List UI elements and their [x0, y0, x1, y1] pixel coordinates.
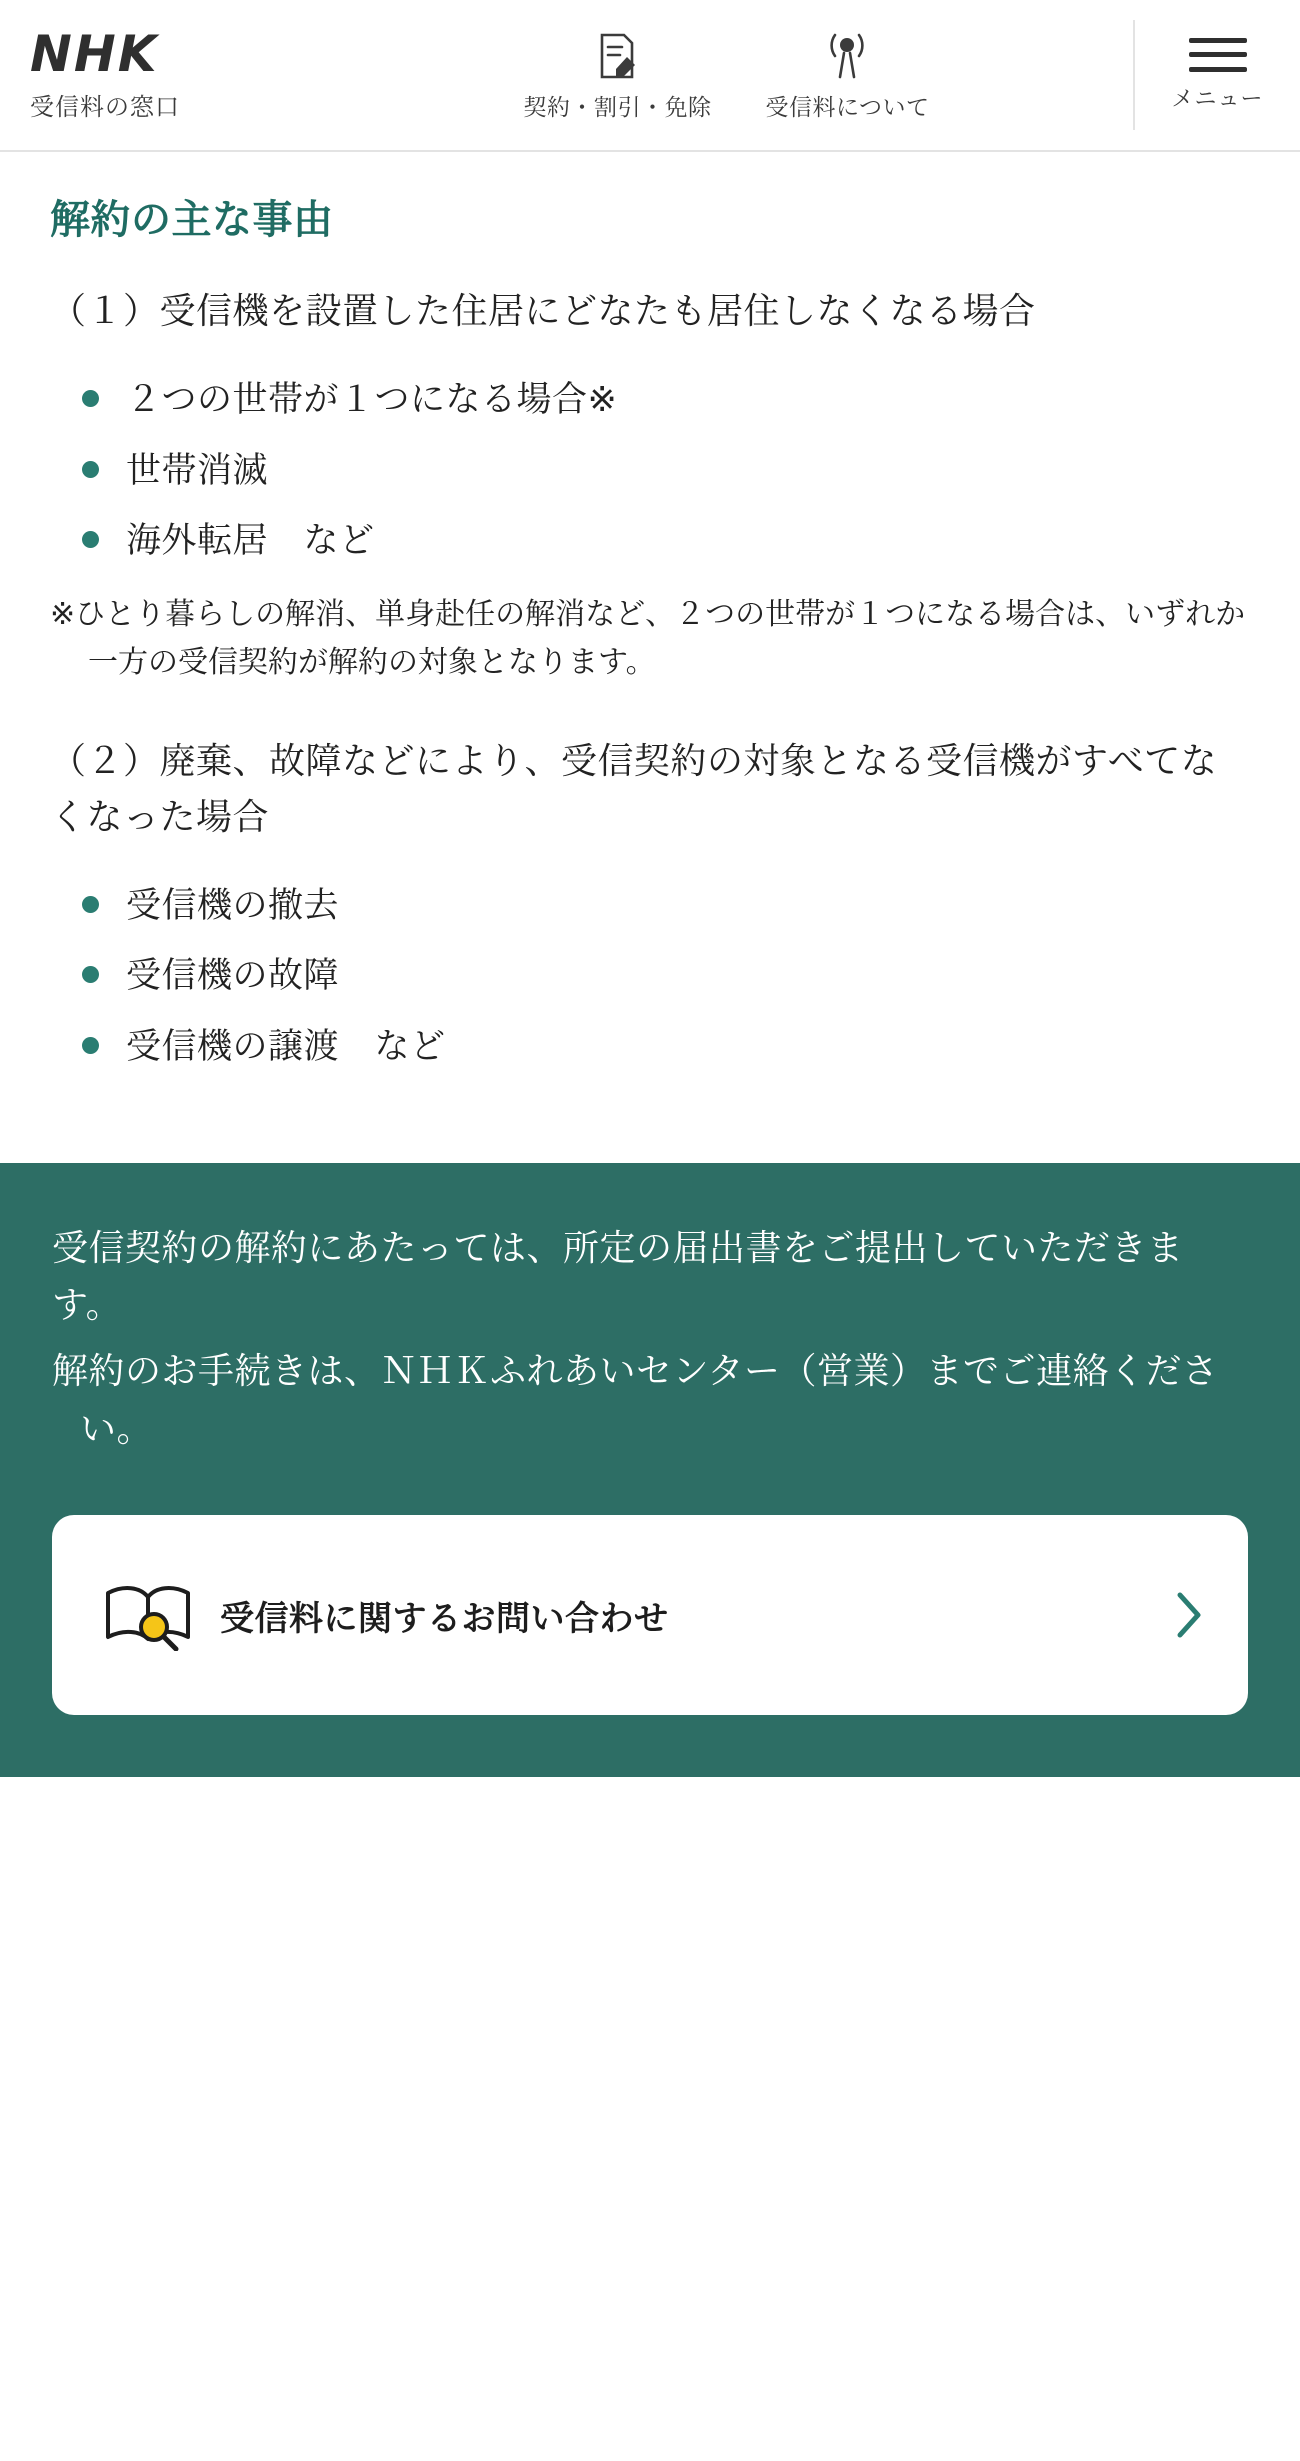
list-item: 受信機の譲渡 など	[78, 1012, 1250, 1083]
reason-1-list	[50, 365, 1250, 577]
broadcast-tower-icon	[824, 29, 870, 81]
list-item: ２つの世帯が１つになる場合※	[78, 365, 1250, 436]
hamburger-menu-icon	[1189, 38, 1247, 72]
nav-item-contracts[interactable]	[523, 29, 711, 122]
spacer	[50, 687, 1250, 733]
reason-1-note	[50, 591, 1250, 687]
chevron-right-icon	[1154, 1589, 1204, 1641]
site-header	[0, 0, 1300, 152]
list-item: 海外転居 など	[78, 506, 1250, 577]
notice-text-1: 受信契約の解約にあたっては、所定の届出書をご提出していただきます。	[52, 1226, 1184, 1326]
contact-cta-label: 受信料に関するお問い合わせ	[220, 1599, 669, 1638]
notice-panel	[0, 1163, 1300, 1777]
reason-2-list	[50, 871, 1250, 1083]
open-book-search-icon	[98, 1579, 202, 1651]
brand-subtitle: 受信料の窓口	[30, 93, 180, 121]
brand-block[interactable]	[30, 25, 300, 122]
main-content	[0, 152, 1300, 1163]
list-item: 受信機の故障	[78, 941, 1250, 1012]
page-title: 解約の主な事由	[50, 198, 334, 242]
menu-button-label: メニュー	[1171, 85, 1264, 111]
reason-1-note-text: ※ひとり暮らしの解消、単身赴任の解消など、２つの世帯が１つになる場合は、いずれか一方の受信契約が解約の対象となります。	[50, 598, 1246, 680]
nav-label-contracts: 契約・割引・免除	[523, 93, 712, 120]
nhk-logo: NHK	[30, 25, 159, 84]
list-item: 世帯消滅	[78, 436, 1250, 507]
spacer	[50, 1093, 1250, 1163]
menu-button[interactable]	[1133, 20, 1300, 130]
nav-item-fee[interactable]	[765, 29, 929, 122]
notice-text-2	[52, 1342, 1248, 1457]
footer-spacer	[0, 1777, 1300, 1831]
header-nav	[320, 29, 1133, 122]
contact-cta-button[interactable]	[52, 1515, 1248, 1715]
nav-label-fee: 受信料について	[765, 93, 930, 120]
document-edit-icon	[594, 29, 640, 81]
notice-text-2-inner: 解約のお手続きは、ＮＨＫふれあいセンター（営業）までご連絡ください。	[52, 1350, 1219, 1449]
reason-1-heading: （１）受信機を設置した住居にどなたも居住しなくなる場合	[50, 290, 1036, 331]
list-item: 受信機の撤去	[78, 871, 1250, 942]
reason-2-heading: （２）廃棄、故障などにより、受信契約の対象となる受信機がすべてなくなった場合	[50, 740, 1218, 837]
